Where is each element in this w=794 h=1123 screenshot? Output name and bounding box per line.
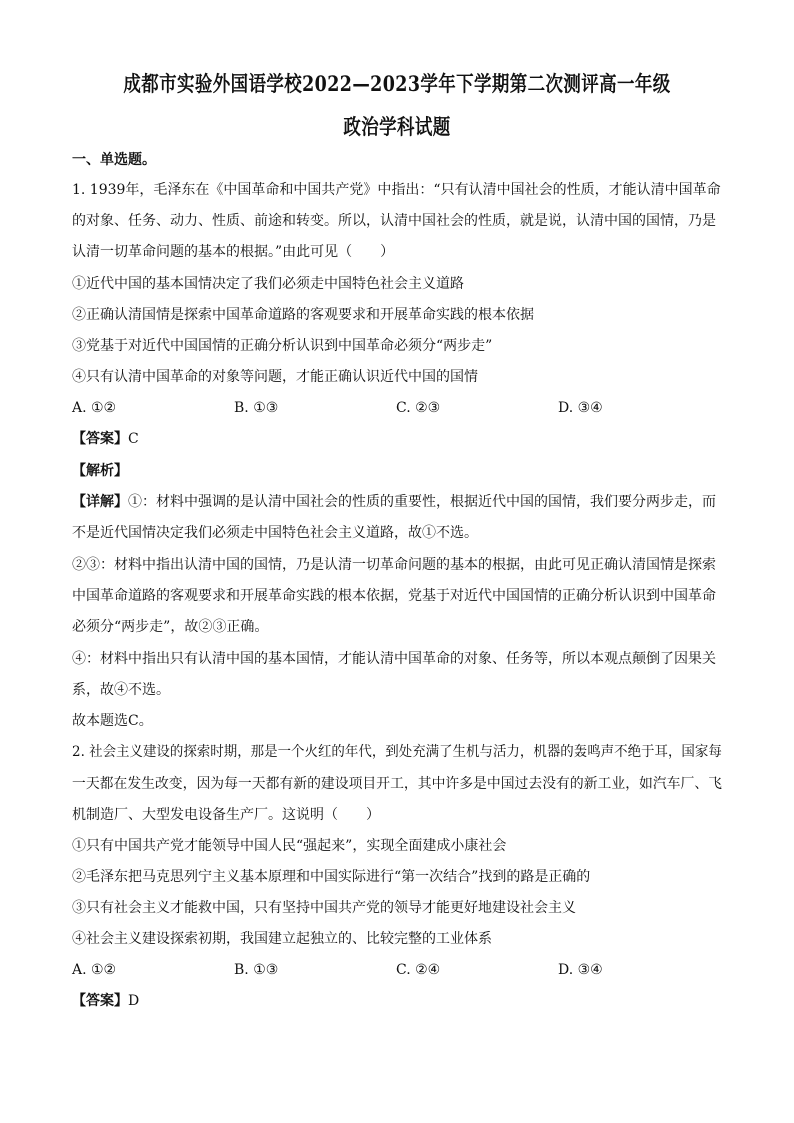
q1-stem-line: 认清一切革命问题的基本的根据。”由此可见（ ） [72, 244, 395, 260]
q1-stem-line: 的对象、任务、动力、性质、前途和转变。所以，认清中国社会的性质，就是说，认清中国的国情，乃是 [72, 213, 716, 229]
q2-option-b: B. ①③ [234, 962, 279, 978]
q1-answer [72, 429, 139, 449]
q2-stem-line: 2. 社会主义建设的探索时期，那是一个火红的年代，到处充满了生机与活力，机器的轰鸣声不绝于耳，国家每 [72, 744, 722, 760]
q1-detail-line: 不是近代国情决定我们必须走中国特色社会主义道路，故①不选。 [72, 525, 478, 541]
section-heading: 一、单选题。 [72, 152, 156, 168]
q1-option-c: C. ②③ [396, 400, 441, 416]
q1-detail-line [72, 492, 716, 512]
q1-option-d: D. ③④ [558, 400, 603, 416]
q1-item: ④只有认清中国革命的对象等问题，才能正确认识近代中国的国情 [72, 369, 478, 385]
q1-option-b: B. ①③ [234, 400, 279, 416]
q1-detail-line: 系，故④不选。 [72, 682, 170, 698]
q1-item: ①近代中国的基本国情决定了我们必须走中国特色社会主义道路 [72, 276, 464, 292]
q1-analysis-label: 【解析】 [72, 463, 128, 479]
q1-option-a: A. ①② [72, 400, 117, 416]
q2-item: ③只有社会主义才能救中国，只有坚持中国共产党的领导才能更好地建设社会主义 [72, 900, 576, 916]
q2-item: ①只有中国共产党才能领导中国人民“强起来”，实现全面建成小康社会 [72, 838, 507, 854]
q2-option-c: C. ②④ [396, 962, 441, 978]
q1-stem-line: 1. 1939年，毛泽东在《中国革命和中国共产党》中指出：“只有认清中国社会的性质，才能认清中国革命 [72, 182, 721, 198]
answer-label: 【答案】 [72, 993, 128, 1009]
answer-label: 【答案】 [72, 431, 128, 447]
q1-detail-line: 中国革命道路的客观要求和开展革命实践的根本依据，党基于对近代中国国情的正确分析认识到中国革命 [72, 588, 716, 604]
answer-value: D [128, 993, 140, 1009]
q1-detail-line: 必须分“两步走”，故②③正确。 [72, 619, 269, 635]
q2-stem-line: 机制造厂、大型发电设备生产厂。这说明（ ） [72, 807, 380, 823]
q1-detail-line: ④：材料中指出只有认清中国的基本国情，才能认清中国革命的对象、任务等，所以本观点颠倒了因果关 [72, 651, 716, 667]
q2-answer [72, 991, 139, 1011]
q2-stem-line: 一天都在发生改变，因为每一天都有新的建设项目开工，其中许多是中国过去没有的新工业，如汽车厂、飞 [72, 776, 722, 792]
answer-value: C [128, 431, 139, 447]
doc-title-line2: 政治学科试题 [343, 114, 451, 139]
q2-option-a: A. ①② [72, 962, 117, 978]
q1-item: ②正确认清国情是探索中国革命道路的客观要求和开展革命实践的根本依据 [72, 307, 534, 323]
q1-detail-line: ②③：材料中指出认清中国的国情，乃是认清一切革命问题的基本的根据，由此可见正确认清国情是探索 [72, 557, 716, 573]
detail-text: ①：材料中强调的是认清中国社会的性质的重要性，根据近代中国的国情，我们要分两步走，而 [128, 494, 716, 510]
q2-item: ②毛泽东把马克思列宁主义基本原理和中国实际进行“第一次结合”找到的路是正确的 [72, 869, 591, 885]
q1-conclusion: 故本题选C。 [72, 713, 153, 729]
doc-title-line1: 成都市实验外国语学校2022—2023学年下学期第二次测评高一年级 [123, 71, 671, 96]
q1-item: ③党基于对近代中国国情的正确分析认识到中国革命必须分“两步走” [72, 338, 493, 354]
q2-item: ④社会主义建设探索初期，我国建立起独立的、比较完整的工业体系 [72, 931, 492, 947]
detail-label: 【详解】 [72, 494, 128, 510]
q2-option-d: D. ③④ [558, 962, 603, 978]
